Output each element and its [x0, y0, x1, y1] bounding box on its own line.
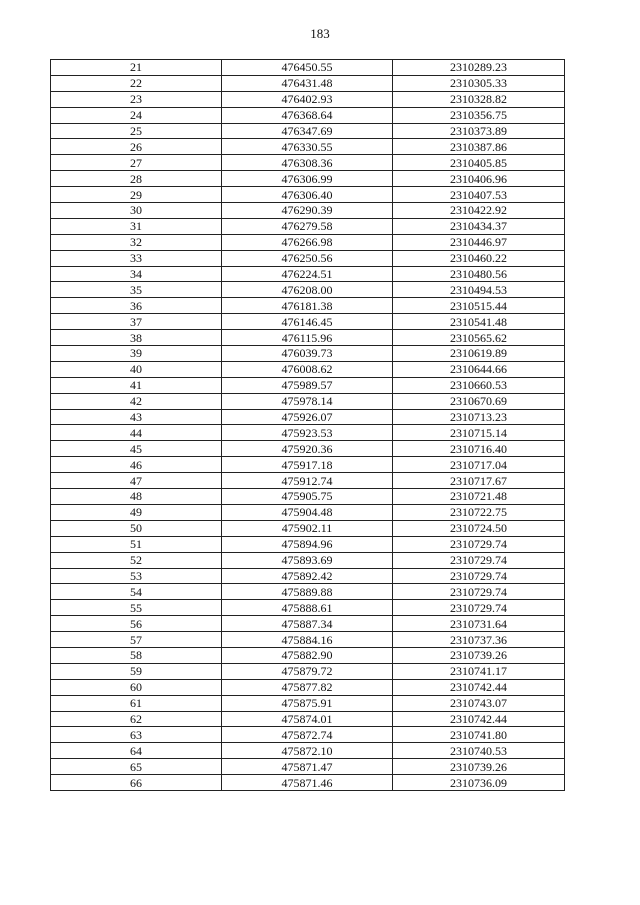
- y-coordinate-cell: 2310736.09: [393, 775, 565, 791]
- point-number-cell: 26: [51, 139, 222, 155]
- point-number-cell: 62: [51, 711, 222, 727]
- page-number: 183: [310, 26, 330, 41]
- x-coordinate-cell: 476279.58: [222, 218, 393, 234]
- y-coordinate-cell: 2310741.17: [393, 663, 565, 679]
- y-coordinate-cell: 2310541.48: [393, 314, 565, 330]
- y-coordinate-cell: 2310715.14: [393, 425, 565, 441]
- table-row: [51, 711, 565, 727]
- table-row: [51, 250, 565, 266]
- table-row: [51, 91, 565, 107]
- table-row: [51, 457, 565, 473]
- table-row: [51, 473, 565, 489]
- x-coordinate-cell: 476306.40: [222, 187, 393, 203]
- x-coordinate-cell: 476181.38: [222, 298, 393, 314]
- table-row: [51, 743, 565, 759]
- point-number-cell: 23: [51, 91, 222, 107]
- y-coordinate-cell: 2310289.23: [393, 60, 565, 76]
- point-number-cell: 28: [51, 171, 222, 187]
- y-coordinate-cell: 2310494.53: [393, 282, 565, 298]
- point-number-cell: 35: [51, 282, 222, 298]
- table-row: [51, 759, 565, 775]
- table-row: [51, 775, 565, 791]
- x-coordinate-cell: 476250.56: [222, 250, 393, 266]
- point-number-cell: 61: [51, 695, 222, 711]
- x-coordinate-cell: 476330.55: [222, 139, 393, 155]
- point-number-cell: 22: [51, 75, 222, 91]
- table-row: [51, 282, 565, 298]
- x-coordinate-cell: 476402.93: [222, 91, 393, 107]
- x-coordinate-cell: 475923.53: [222, 425, 393, 441]
- x-coordinate-cell: 476115.96: [222, 330, 393, 346]
- y-coordinate-cell: 2310434.37: [393, 218, 565, 234]
- point-number-cell: 45: [51, 441, 222, 457]
- table-row: [51, 647, 565, 663]
- point-number-cell: 37: [51, 314, 222, 330]
- table-row: [51, 679, 565, 695]
- x-coordinate-cell: 476450.55: [222, 60, 393, 76]
- y-coordinate-cell: 2310722.75: [393, 504, 565, 520]
- x-coordinate-cell: 475892.42: [222, 568, 393, 584]
- point-number-cell: 38: [51, 330, 222, 346]
- y-coordinate-cell: 2310721.48: [393, 489, 565, 505]
- point-number-cell: 32: [51, 234, 222, 250]
- x-coordinate-cell: 476224.51: [222, 266, 393, 282]
- point-number-cell: 63: [51, 727, 222, 743]
- point-number-cell: 40: [51, 361, 222, 377]
- y-coordinate-cell: 2310740.53: [393, 743, 565, 759]
- table-row: [51, 727, 565, 743]
- x-coordinate-cell: 475871.47: [222, 759, 393, 775]
- x-coordinate-cell: 476431.48: [222, 75, 393, 91]
- x-coordinate-cell: 475877.82: [222, 679, 393, 695]
- table-row: [51, 441, 565, 457]
- x-coordinate-cell: 475872.10: [222, 743, 393, 759]
- y-coordinate-cell: 2310729.74: [393, 552, 565, 568]
- table-row: [51, 346, 565, 362]
- y-coordinate-cell: 2310660.53: [393, 377, 565, 393]
- y-coordinate-cell: 2310356.75: [393, 107, 565, 123]
- point-number-cell: 48: [51, 489, 222, 505]
- y-coordinate-cell: 2310742.44: [393, 679, 565, 695]
- x-coordinate-cell: 475882.90: [222, 647, 393, 663]
- y-coordinate-cell: 2310737.36: [393, 632, 565, 648]
- y-coordinate-cell: 2310713.23: [393, 409, 565, 425]
- y-coordinate-cell: 2310717.04: [393, 457, 565, 473]
- y-coordinate-cell: 2310644.66: [393, 361, 565, 377]
- y-coordinate-cell: 2310515.44: [393, 298, 565, 314]
- y-coordinate-cell: 2310741.80: [393, 727, 565, 743]
- table-row: [51, 107, 565, 123]
- table-row: [51, 552, 565, 568]
- x-coordinate-cell: 476008.62: [222, 361, 393, 377]
- x-coordinate-cell: 475978.14: [222, 393, 393, 409]
- y-coordinate-cell: 2310742.44: [393, 711, 565, 727]
- point-number-cell: 49: [51, 504, 222, 520]
- point-number-cell: 54: [51, 584, 222, 600]
- table-row: [51, 314, 565, 330]
- y-coordinate-cell: 2310422.92: [393, 203, 565, 219]
- x-coordinate-cell: 475912.74: [222, 473, 393, 489]
- point-number-cell: 47: [51, 473, 222, 489]
- y-coordinate-cell: 2310328.82: [393, 91, 565, 107]
- x-coordinate-cell: 476039.73: [222, 346, 393, 362]
- point-number-cell: 64: [51, 743, 222, 759]
- y-coordinate-cell: 2310716.40: [393, 441, 565, 457]
- point-number-cell: 52: [51, 552, 222, 568]
- table-row: [51, 600, 565, 616]
- table-row: [51, 425, 565, 441]
- y-coordinate-cell: 2310717.67: [393, 473, 565, 489]
- point-number-cell: 60: [51, 679, 222, 695]
- y-coordinate-cell: 2310739.26: [393, 759, 565, 775]
- table-row: [51, 489, 565, 505]
- table-row: [51, 218, 565, 234]
- y-coordinate-cell: 2310460.22: [393, 250, 565, 266]
- y-coordinate-cell: 2310405.85: [393, 155, 565, 171]
- point-number-cell: 31: [51, 218, 222, 234]
- x-coordinate-cell: 475920.36: [222, 441, 393, 457]
- point-number-cell: 27: [51, 155, 222, 171]
- y-coordinate-cell: 2310305.33: [393, 75, 565, 91]
- x-coordinate-cell: 476347.69: [222, 123, 393, 139]
- table-row: [51, 266, 565, 282]
- x-coordinate-cell: 475884.16: [222, 632, 393, 648]
- x-coordinate-cell: 476306.99: [222, 171, 393, 187]
- point-number-cell: 41: [51, 377, 222, 393]
- point-number-cell: 42: [51, 393, 222, 409]
- table-row: [51, 409, 565, 425]
- y-coordinate-cell: 2310406.96: [393, 171, 565, 187]
- x-coordinate-cell: 476308.36: [222, 155, 393, 171]
- table-row: [51, 139, 565, 155]
- x-coordinate-cell: 475989.57: [222, 377, 393, 393]
- x-coordinate-cell: 476290.39: [222, 203, 393, 219]
- point-number-cell: 25: [51, 123, 222, 139]
- point-number-cell: 53: [51, 568, 222, 584]
- y-coordinate-cell: 2310480.56: [393, 266, 565, 282]
- table-row: [51, 171, 565, 187]
- table-row: [51, 234, 565, 250]
- x-coordinate-cell: 475871.46: [222, 775, 393, 791]
- x-coordinate-cell: 475889.88: [222, 584, 393, 600]
- table-row: [51, 504, 565, 520]
- coordinate-table-body: [51, 60, 565, 791]
- x-coordinate-cell: 475894.96: [222, 536, 393, 552]
- point-number-cell: 56: [51, 616, 222, 632]
- point-number-cell: 46: [51, 457, 222, 473]
- x-coordinate-cell: 475874.01: [222, 711, 393, 727]
- x-coordinate-cell: 475872.74: [222, 727, 393, 743]
- y-coordinate-cell: 2310731.64: [393, 616, 565, 632]
- x-coordinate-cell: 475888.61: [222, 600, 393, 616]
- x-coordinate-cell: 475879.72: [222, 663, 393, 679]
- y-coordinate-cell: 2310446.97: [393, 234, 565, 250]
- point-number-cell: 59: [51, 663, 222, 679]
- point-number-cell: 29: [51, 187, 222, 203]
- y-coordinate-cell: 2310619.89: [393, 346, 565, 362]
- table-row: [51, 298, 565, 314]
- point-number-cell: 30: [51, 203, 222, 219]
- table-row: [51, 584, 565, 600]
- point-number-cell: 66: [51, 775, 222, 791]
- table-row: [51, 75, 565, 91]
- point-number-cell: 51: [51, 536, 222, 552]
- y-coordinate-cell: 2310739.26: [393, 647, 565, 663]
- y-coordinate-cell: 2310729.74: [393, 568, 565, 584]
- table-row: [51, 616, 565, 632]
- x-coordinate-cell: 475887.34: [222, 616, 393, 632]
- table-row: [51, 361, 565, 377]
- point-number-cell: 36: [51, 298, 222, 314]
- y-coordinate-cell: 2310407.53: [393, 187, 565, 203]
- table-row: [51, 695, 565, 711]
- table-row: [51, 203, 565, 219]
- x-coordinate-cell: 475917.18: [222, 457, 393, 473]
- table-row: [51, 155, 565, 171]
- x-coordinate-cell: 475926.07: [222, 409, 393, 425]
- point-number-cell: 50: [51, 520, 222, 536]
- point-number-cell: 33: [51, 250, 222, 266]
- table-row: [51, 187, 565, 203]
- table-row: [51, 330, 565, 346]
- table-row: [51, 123, 565, 139]
- x-coordinate-cell: 476208.00: [222, 282, 393, 298]
- table-row: [51, 632, 565, 648]
- x-coordinate-cell: 476266.98: [222, 234, 393, 250]
- y-coordinate-cell: 2310565.62: [393, 330, 565, 346]
- y-coordinate-cell: 2310670.69: [393, 393, 565, 409]
- y-coordinate-cell: 2310373.89: [393, 123, 565, 139]
- y-coordinate-cell: 2310729.74: [393, 536, 565, 552]
- y-coordinate-cell: 2310729.74: [393, 584, 565, 600]
- x-coordinate-cell: 475875.91: [222, 695, 393, 711]
- point-number-cell: 57: [51, 632, 222, 648]
- table-row: [51, 377, 565, 393]
- x-coordinate-cell: 475902.11: [222, 520, 393, 536]
- x-coordinate-cell: 476368.64: [222, 107, 393, 123]
- point-number-cell: 55: [51, 600, 222, 616]
- point-number-cell: 24: [51, 107, 222, 123]
- y-coordinate-cell: 2310743.07: [393, 695, 565, 711]
- x-coordinate-cell: 475904.48: [222, 504, 393, 520]
- x-coordinate-cell: 475893.69: [222, 552, 393, 568]
- coordinate-table: [50, 59, 565, 791]
- table-row: [51, 393, 565, 409]
- x-coordinate-cell: 475905.75: [222, 489, 393, 505]
- point-number-cell: 34: [51, 266, 222, 282]
- point-number-cell: 39: [51, 346, 222, 362]
- y-coordinate-cell: 2310729.74: [393, 600, 565, 616]
- point-number-cell: 44: [51, 425, 222, 441]
- table-row: [51, 520, 565, 536]
- y-coordinate-cell: 2310724.50: [393, 520, 565, 536]
- table-row: [51, 60, 565, 76]
- point-number-cell: 65: [51, 759, 222, 775]
- point-number-cell: 21: [51, 60, 222, 76]
- table-row: [51, 536, 565, 552]
- point-number-cell: 58: [51, 647, 222, 663]
- table-row: [51, 663, 565, 679]
- table-row: [51, 568, 565, 584]
- x-coordinate-cell: 476146.45: [222, 314, 393, 330]
- y-coordinate-cell: 2310387.86: [393, 139, 565, 155]
- point-number-cell: 43: [51, 409, 222, 425]
